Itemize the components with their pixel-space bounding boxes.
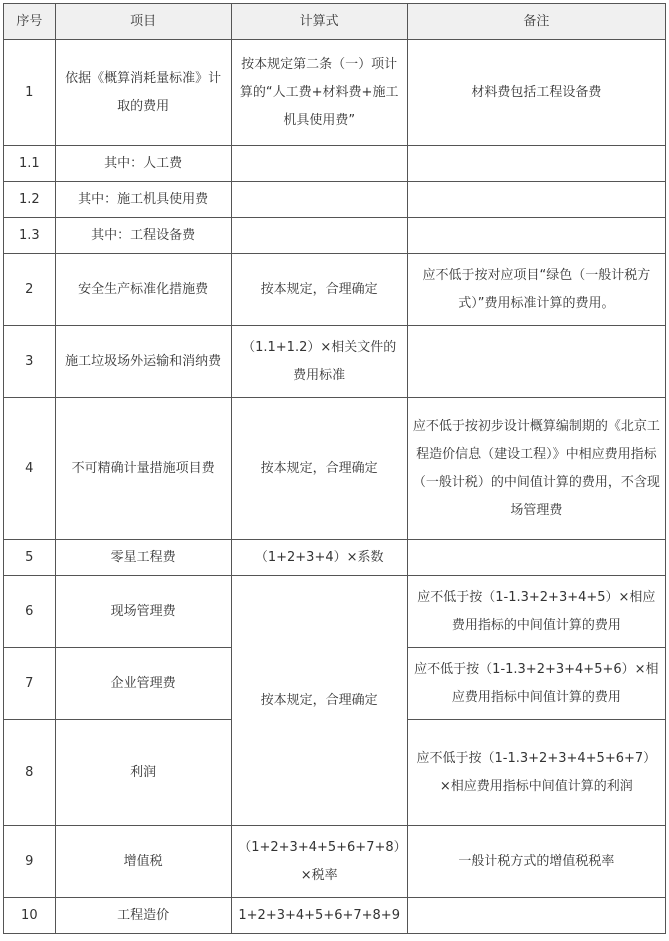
row-item: 利润 (55, 720, 231, 826)
row-no: 1 (4, 40, 56, 146)
row-no: 6 (4, 576, 56, 648)
row-formula (231, 146, 407, 182)
row-item: 现场管理费 (55, 576, 231, 648)
row-note: 应不低于按对应项目“绿色（一般计税方式）”费用标准计算的费用。 (407, 254, 665, 326)
row-formula: 按本规定，合理确定 (231, 254, 407, 326)
table-row (4, 826, 666, 898)
row-note (407, 218, 665, 254)
row-item: 增值税 (55, 826, 231, 898)
row-item: 其中：人工费 (55, 146, 231, 182)
table-row (4, 218, 666, 254)
row-formula: 按本规定，合理确定 (231, 398, 407, 540)
row-no: 9 (4, 826, 56, 898)
table-row (4, 254, 666, 326)
table-row (4, 540, 666, 576)
table-row (4, 898, 666, 934)
row-formula (231, 218, 407, 254)
row-item: 工程造价 (55, 898, 231, 934)
table-row (4, 326, 666, 398)
row-item: 企业管理费 (55, 648, 231, 720)
row-item: 不可精确计量措施项目费 (55, 398, 231, 540)
header-row (4, 4, 666, 40)
row-note (407, 898, 665, 934)
row-note: 应不低于按（1-1.3+2+3+4+5+6）×相应费用指标中间值计算的费用 (407, 648, 665, 720)
row-no: 1.1 (4, 146, 56, 182)
table-row (4, 576, 666, 648)
row-no: 2 (4, 254, 56, 326)
row-formula (231, 182, 407, 218)
row-item: 施工垃圾场外运输和消纳费 (55, 326, 231, 398)
cost-table (3, 3, 666, 934)
row-note (407, 326, 665, 398)
row-no: 4 (4, 398, 56, 540)
row-note: 应不低于按初步设计概算编制期的《北京工程造价信息（建设工程）》中相应费用指标（一般计税）的中间值计算的费用，不含现场管理费 (407, 398, 665, 540)
header-note: 备注 (407, 4, 665, 40)
header-item: 项目 (55, 4, 231, 40)
row-no: 3 (4, 326, 56, 398)
row-note (407, 540, 665, 576)
row-formula: （1+2+3+4+5+6+7+8）×税率 (231, 826, 407, 898)
row-item: 其中：施工机具使用费 (55, 182, 231, 218)
row-note: 一般计税方式的增值税税率 (407, 826, 665, 898)
table-row (4, 146, 666, 182)
row-no: 7 (4, 648, 56, 720)
table-row (4, 40, 666, 146)
row-note: 应不低于按（1-1.3+2+3+4+5）×相应费用指标的中间值计算的费用 (407, 576, 665, 648)
row-formula: 按本规定第二条（一）项计算的“人工费+材料费+施工机具使用费” (231, 40, 407, 146)
row-formula: （1+2+3+4）×系数 (231, 540, 407, 576)
row-no: 5 (4, 540, 56, 576)
table-row (4, 182, 666, 218)
row-note (407, 146, 665, 182)
row-item: 安全生产标准化措施费 (55, 254, 231, 326)
row-no: 8 (4, 720, 56, 826)
row-item: 零星工程费 (55, 540, 231, 576)
row-item: 其中：工程设备费 (55, 218, 231, 254)
row-note: 应不低于按（1-1.3+2+3+4+5+6+7）×相应费用指标中间值计算的利润 (407, 720, 665, 826)
row-note: 材料费包括工程设备费 (407, 40, 665, 146)
row-note (407, 182, 665, 218)
header-formula: 计算式 (231, 4, 407, 40)
row-no: 1.3 (4, 218, 56, 254)
row-formula: （1.1+1.2）×相关文件的费用标准 (231, 326, 407, 398)
table-row (4, 398, 666, 540)
row-no: 10 (4, 898, 56, 934)
row-item: 依据《概算消耗量标准》计取的费用 (55, 40, 231, 146)
row-formula: 1+2+3+4+5+6+7+8+9 (231, 898, 407, 934)
row-no: 1.2 (4, 182, 56, 218)
row-formula: 按本规定，合理确定 (231, 576, 407, 826)
header-no: 序号 (4, 4, 56, 40)
